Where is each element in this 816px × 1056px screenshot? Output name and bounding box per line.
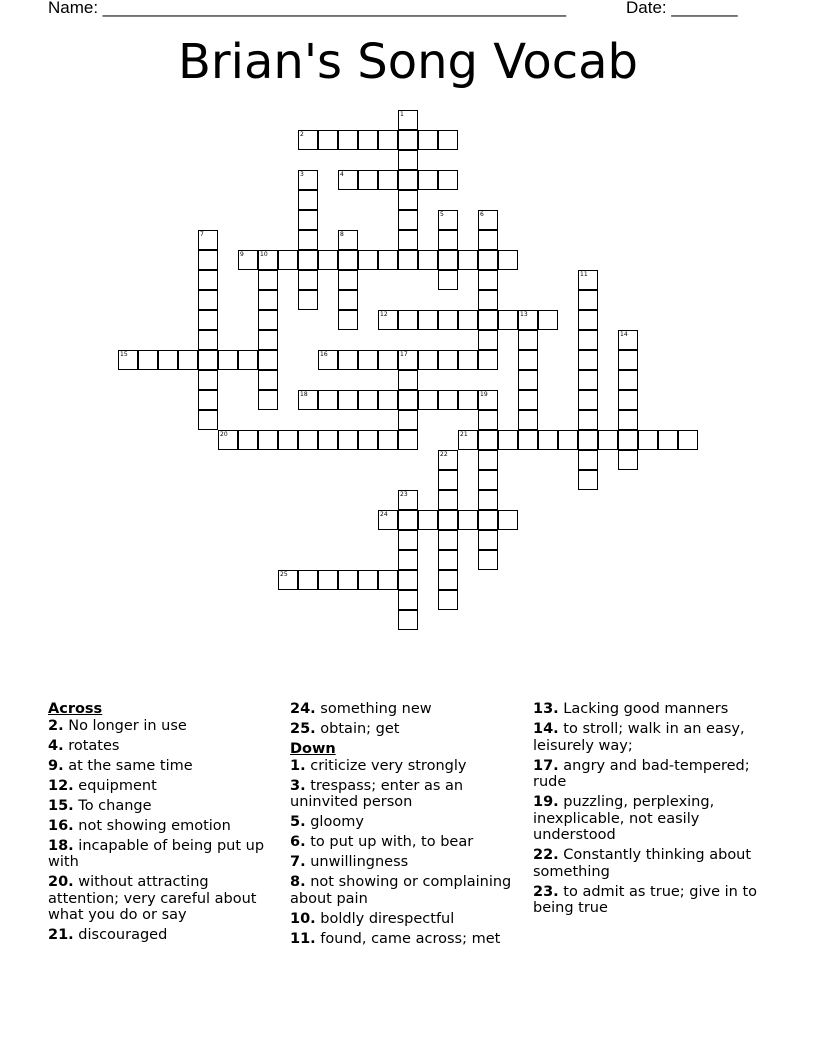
crossword-cell[interactable] (578, 410, 598, 430)
crossword-cell[interactable] (258, 350, 278, 370)
crossword-cell[interactable] (498, 310, 518, 330)
crossword-cell[interactable] (298, 430, 318, 450)
crossword-cell[interactable] (398, 490, 418, 510)
crossword-cell[interactable] (398, 510, 418, 530)
crossword-cell[interactable] (598, 430, 618, 450)
crossword-cell[interactable] (438, 490, 458, 510)
clue-item-text: boldly direspectful (320, 910, 455, 927)
crossword-cell[interactable] (398, 350, 418, 370)
clue-number: 17 (400, 351, 408, 358)
clue-number: 14 (620, 331, 628, 338)
crossword-cell[interactable] (478, 270, 498, 290)
crossword-cell[interactable] (338, 170, 358, 190)
crossword-cell[interactable] (338, 130, 358, 150)
crossword-cell[interactable] (338, 310, 358, 330)
crossword-cell[interactable] (398, 110, 418, 130)
clue-number: 16 (320, 351, 328, 358)
clue-number: 25 (280, 571, 288, 578)
clue-item-text: No longer in use (68, 717, 187, 734)
crossword-cell[interactable] (398, 370, 418, 390)
clue-item-text: to stroll; walk in an easy, leisurely way; (533, 720, 745, 754)
clue-number: 4 (340, 171, 344, 178)
crossword-cell[interactable] (518, 410, 538, 430)
clue-item (48, 798, 280, 815)
crossword-cell[interactable] (378, 170, 398, 190)
crossword-cell[interactable] (478, 430, 498, 450)
clue-item-number: 5. (290, 814, 306, 831)
crossword-cell[interactable] (518, 390, 538, 410)
crossword-cell[interactable] (378, 510, 398, 530)
clue-item-text: equipment (78, 777, 157, 794)
crossword-cell[interactable] (338, 230, 358, 250)
crossword-cell[interactable] (578, 470, 598, 490)
clue-item (533, 794, 765, 844)
crossword-cell[interactable] (358, 390, 378, 410)
crossword-cell[interactable] (578, 350, 598, 370)
clue-item-text: trespass; enter as an uninvited person (290, 777, 464, 811)
crossword-cell[interactable] (398, 390, 418, 410)
crossword-cell[interactable] (538, 310, 558, 330)
clue-item (533, 758, 765, 791)
clue-section-heading: Down (290, 740, 336, 757)
crossword-cell[interactable] (198, 290, 218, 310)
clue-number: 10 (260, 251, 268, 258)
clue-item-number: 21. (48, 927, 74, 944)
crossword-cell[interactable] (398, 590, 418, 610)
crossword-cell[interactable] (198, 330, 218, 350)
crossword-cell[interactable] (418, 130, 438, 150)
clue-number: 12 (380, 311, 388, 318)
crossword-cell[interactable] (338, 250, 358, 270)
crossword-cell[interactable] (378, 390, 398, 410)
clue-number: 7 (200, 231, 204, 238)
crossword-cell[interactable] (378, 310, 398, 330)
crossword-cell[interactable] (438, 570, 458, 590)
crossword-cell[interactable] (358, 130, 378, 150)
crossword-cell[interactable] (338, 290, 358, 310)
crossword-cell[interactable] (398, 310, 418, 330)
clue-item-number: 24. (290, 701, 316, 717)
clue-column-3 (533, 701, 765, 920)
clue-item-number: 4. (48, 737, 64, 754)
crossword-cell[interactable] (438, 530, 458, 550)
crossword-cell[interactable] (198, 350, 218, 370)
date-field-label: Date: _______ (626, 0, 738, 17)
crossword-cell[interactable] (618, 410, 638, 430)
crossword-cell[interactable] (618, 330, 638, 350)
crossword-cell[interactable] (458, 430, 478, 450)
crossword-cell[interactable] (258, 250, 278, 270)
clue-number: 18 (300, 391, 308, 398)
crossword-cell[interactable] (318, 250, 338, 270)
crossword-cell[interactable] (478, 250, 498, 270)
crossword-cell[interactable] (378, 250, 398, 270)
crossword-cell[interactable] (398, 550, 418, 570)
crossword-cell[interactable] (358, 570, 378, 590)
clue-item-text: Lacking good manners (563, 701, 729, 717)
crossword-cell[interactable] (198, 250, 218, 270)
crossword-cell[interactable] (518, 310, 538, 330)
crossword-cell[interactable] (658, 430, 678, 450)
crossword-cell[interactable] (198, 410, 218, 430)
crossword-cell[interactable] (478, 210, 498, 230)
clue-item-text: gloomy (310, 814, 364, 831)
clue-item (290, 911, 522, 928)
clue-item-number: 17. (533, 757, 559, 774)
clue-item-text: found, came across; met (320, 930, 501, 947)
crossword-cell[interactable] (398, 190, 418, 210)
clue-item-number: 8. (290, 874, 306, 891)
crossword-cell[interactable] (578, 430, 598, 450)
crossword-cell[interactable] (278, 570, 298, 590)
crossword-cell[interactable] (338, 270, 358, 290)
clue-item-text: puzzling, perplexing, inexplicable, not easily understood (533, 794, 715, 844)
crossword-cell[interactable] (198, 390, 218, 410)
clue-item-text: to admit as true; give in to being true (533, 883, 758, 917)
clue-item-number: 6. (290, 834, 306, 851)
clue-item (48, 927, 280, 944)
crossword-cell[interactable] (298, 250, 318, 270)
clue-item-text: rotates (68, 737, 120, 754)
crossword-cell[interactable] (318, 350, 338, 370)
crossword-cell[interactable] (438, 210, 458, 230)
clue-number: 11 (580, 271, 588, 278)
crossword-cell[interactable] (198, 310, 218, 330)
crossword-cell[interactable] (358, 350, 378, 370)
crossword-cell[interactable] (298, 210, 318, 230)
clue-item-number: 13. (533, 701, 559, 717)
crossword-cell[interactable] (478, 290, 498, 310)
crossword-cell[interactable] (278, 430, 298, 450)
clue-item-text: not showing emotion (78, 817, 231, 834)
crossword-cell[interactable] (678, 430, 698, 450)
clue-item-text: incapable of being put up with (48, 837, 265, 871)
crossword-cell[interactable] (458, 510, 478, 530)
clue-item-number: 23. (533, 883, 559, 900)
crossword-cell[interactable] (478, 450, 498, 470)
clue-number: 6 (480, 211, 484, 218)
crossword-cell[interactable] (318, 570, 338, 590)
crossword-cell[interactable] (158, 350, 178, 370)
crossword-cell[interactable] (278, 250, 298, 270)
crossword-cell[interactable] (218, 350, 238, 370)
crossword-cell[interactable] (518, 430, 538, 450)
clue-item-text: at the same time (68, 757, 193, 774)
crossword-cell[interactable] (298, 230, 318, 250)
crossword-cell[interactable] (418, 310, 438, 330)
crossword-cell[interactable] (358, 430, 378, 450)
clue-item-number: 3. (290, 777, 306, 794)
crossword-cell[interactable] (618, 450, 638, 470)
crossword-cell[interactable] (438, 230, 458, 250)
crossword-cell[interactable] (478, 550, 498, 570)
crossword-cell[interactable] (618, 390, 638, 410)
clue-item-text: something new (320, 701, 432, 717)
crossword-cell[interactable] (298, 290, 318, 310)
crossword-cell[interactable] (578, 310, 598, 330)
crossword-cell[interactable] (638, 430, 658, 450)
crossword-cell[interactable] (318, 130, 338, 150)
clue-item (48, 778, 280, 795)
crossword-cell[interactable] (438, 130, 458, 150)
crossword-cell[interactable] (398, 130, 418, 150)
clue-number: 1 (400, 111, 404, 118)
crossword-cell[interactable] (298, 570, 318, 590)
clue-item (48, 738, 280, 755)
clue-section-heading: Across (48, 701, 103, 717)
clue-item-text: Constantly thinking about something (533, 847, 752, 880)
crossword-cell[interactable] (398, 610, 418, 630)
crossword-cell[interactable] (438, 390, 458, 410)
crossword-cell[interactable] (138, 350, 158, 370)
crossword-cell[interactable] (498, 510, 518, 530)
crossword-cell[interactable] (458, 310, 478, 330)
crossword-cell[interactable] (398, 430, 418, 450)
crossword-cell[interactable] (618, 430, 638, 450)
clue-item-text: discouraged (78, 927, 168, 944)
crossword-cell[interactable] (618, 350, 638, 370)
crossword-cell[interactable] (578, 390, 598, 410)
crossword-cell[interactable] (258, 270, 278, 290)
clue-item (48, 874, 280, 924)
crossword-cell[interactable] (398, 570, 418, 590)
crossword-cell[interactable] (198, 370, 218, 390)
clue-item-text: angry and bad-tempered; rude (533, 757, 750, 791)
crossword-cell[interactable] (518, 370, 538, 390)
clue-item (290, 721, 522, 738)
crossword-cell[interactable] (438, 510, 458, 530)
crossword-cell[interactable] (438, 250, 458, 270)
crossword-cell[interactable] (198, 270, 218, 290)
clue-number: 20 (220, 431, 228, 438)
clue-number: 9 (240, 251, 244, 258)
crossword-cell[interactable] (398, 150, 418, 170)
clue-item-number: 18. (48, 837, 74, 854)
crossword-cell[interactable] (478, 530, 498, 550)
crossword-cell[interactable] (258, 390, 278, 410)
crossword-cell[interactable] (258, 290, 278, 310)
crossword-cell[interactable] (198, 230, 218, 250)
name-field-label: Name: _________________________________________________ (48, 0, 567, 17)
clue-number: 13 (520, 311, 528, 318)
crossword-cell[interactable] (318, 390, 338, 410)
clue-item (290, 758, 522, 775)
clue-item-text: criticize very strongly (310, 757, 467, 774)
crossword-cell[interactable] (298, 170, 318, 190)
crossword-cell[interactable] (298, 270, 318, 290)
crossword-cell[interactable] (478, 330, 498, 350)
crossword-cell[interactable] (438, 550, 458, 570)
crossword-cell[interactable] (398, 210, 418, 230)
crossword-cell[interactable] (218, 430, 238, 450)
clue-item (290, 778, 522, 811)
crossword-cell[interactable] (558, 430, 578, 450)
clue-item (290, 931, 522, 948)
clue-item (48, 758, 280, 775)
clue-item-text: To change (78, 797, 152, 814)
crossword-cell[interactable] (478, 470, 498, 490)
crossword-cell[interactable] (578, 330, 598, 350)
crossword-cell[interactable] (498, 250, 518, 270)
crossword-cell[interactable] (358, 170, 378, 190)
clue-number: 24 (380, 511, 388, 518)
crossword-cell[interactable] (438, 310, 458, 330)
clue-item-number: 16. (48, 817, 74, 834)
crossword-cell[interactable] (338, 390, 358, 410)
clue-item-number: 9. (48, 757, 64, 774)
clue-item (533, 847, 765, 880)
crossword-cell[interactable] (438, 470, 458, 490)
clue-number: 8 (340, 231, 344, 238)
clue-item (290, 701, 522, 718)
clue-item (533, 701, 765, 718)
crossword-cell[interactable] (338, 350, 358, 370)
crossword-cell[interactable] (318, 430, 338, 450)
crossword-cell[interactable] (458, 350, 478, 370)
clue-item-number: 25. (290, 720, 316, 737)
crossword-cell[interactable] (478, 350, 498, 370)
clue-number: 19 (480, 391, 488, 398)
crossword-cell[interactable] (298, 190, 318, 210)
crossword-cell[interactable] (438, 270, 458, 290)
clue-item (48, 838, 280, 871)
clue-item-number: 1. (290, 757, 306, 774)
clue-item (48, 718, 280, 735)
clue-item-number: 19. (533, 794, 559, 811)
clue-column-1 (48, 701, 280, 947)
clue-item-number: 10. (290, 910, 316, 927)
crossword-cell[interactable] (418, 510, 438, 530)
clue-number: 22 (440, 451, 448, 458)
clue-item (290, 814, 522, 831)
crossword-cell[interactable] (458, 250, 478, 270)
crossword-cell[interactable] (498, 430, 518, 450)
crossword-cell[interactable] (238, 350, 258, 370)
crossword-cell[interactable] (178, 350, 198, 370)
crossword-cell[interactable] (418, 390, 438, 410)
clue-item (290, 834, 522, 851)
clue-item-text: not showing or complaining about pain (290, 874, 512, 907)
crossword-cell[interactable] (418, 170, 438, 190)
crossword-cell[interactable] (358, 250, 378, 270)
clue-number: 21 (460, 431, 468, 438)
crossword-cell[interactable] (478, 490, 498, 510)
crossword-cell[interactable] (338, 570, 358, 590)
clue-item (533, 721, 765, 754)
clue-item-number: 20. (48, 874, 74, 891)
crossword-cell[interactable] (338, 430, 358, 450)
crossword-cell[interactable] (578, 370, 598, 390)
clue-item (290, 874, 522, 907)
clue-item-number: 12. (48, 777, 74, 794)
crossword-cell[interactable] (378, 570, 398, 590)
crossword-cell[interactable] (378, 130, 398, 150)
clue-number: 2 (300, 131, 304, 138)
crossword-cell[interactable] (378, 350, 398, 370)
crossword-cell[interactable] (518, 330, 538, 350)
crossword-cell[interactable] (398, 410, 418, 430)
crossword-cell[interactable] (258, 370, 278, 390)
clue-item-text: obtain; get (320, 720, 400, 737)
crossword-cell[interactable] (378, 430, 398, 450)
clue-number: 5 (440, 211, 444, 218)
clue-item-text: to put up with, to bear (310, 834, 474, 851)
crossword-cell[interactable] (478, 410, 498, 430)
crossword-cell[interactable] (238, 250, 258, 270)
crossword-cell[interactable] (578, 290, 598, 310)
page-title: Brian's Song Vocab (177, 34, 639, 90)
crossword-cell[interactable] (398, 170, 418, 190)
clue-item-number: 14. (533, 720, 559, 737)
crossword-cell[interactable] (418, 350, 438, 370)
crossword-cell[interactable] (398, 250, 418, 270)
crossword-cell[interactable] (398, 530, 418, 550)
clue-item-number: 7. (290, 854, 306, 871)
crossword-cell[interactable] (438, 590, 458, 610)
clue-item-number: 2. (48, 717, 64, 734)
crossword-cell[interactable] (478, 310, 498, 330)
crossword-cell[interactable] (118, 350, 138, 370)
clue-number: 3 (300, 171, 304, 178)
clue-number: 23 (400, 491, 408, 498)
clue-item (290, 854, 522, 871)
crossword-cell[interactable] (578, 450, 598, 470)
crossword-cell[interactable] (418, 250, 438, 270)
crossword-cell[interactable] (618, 370, 638, 390)
clue-item (48, 818, 280, 835)
clue-item (533, 884, 765, 917)
crossword-cell[interactable] (478, 510, 498, 530)
crossword-cell[interactable] (298, 130, 318, 150)
crossword-cell[interactable] (538, 430, 558, 450)
crossword-cell[interactable] (298, 390, 318, 410)
crossword-cell[interactable] (438, 350, 458, 370)
crossword-cell[interactable] (258, 330, 278, 350)
crossword-cell[interactable] (478, 230, 498, 250)
clue-item-number: 22. (533, 847, 559, 864)
crossword-cell[interactable] (398, 230, 418, 250)
clue-item-text: unwillingness (310, 854, 409, 871)
crossword-cell[interactable] (258, 430, 278, 450)
crossword-cell[interactable] (458, 390, 478, 410)
clue-item-text: without attracting attention; very careful about what you do or say (48, 874, 257, 924)
crossword-cell[interactable] (578, 270, 598, 290)
crossword-cell[interactable] (438, 450, 458, 470)
crossword-cell[interactable] (438, 170, 458, 190)
clue-column-2 (290, 701, 522, 951)
crossword-cell[interactable] (238, 430, 258, 450)
clue-number: 15 (120, 351, 128, 358)
crossword-cell[interactable] (518, 350, 538, 370)
crossword-cell[interactable] (258, 310, 278, 330)
crossword-cell[interactable] (478, 390, 498, 410)
clue-item-number: 11. (290, 930, 316, 947)
clue-item-number: 15. (48, 797, 74, 814)
